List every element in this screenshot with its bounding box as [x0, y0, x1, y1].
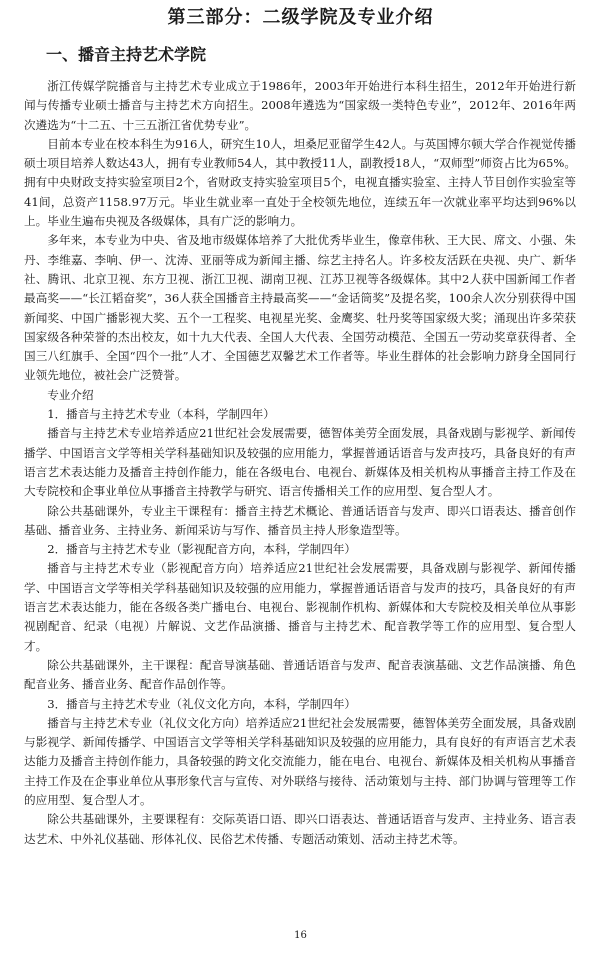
program-heading-2: 2．播音与主持艺术专业（影视配音方向，本科，学制四年） — [47, 542, 357, 557]
program-description-1: 播音与主持艺术专业培养适应21世纪社会发展需要，德智体美劳全面发展，具备戏剧与影视学、新闻传播学、中国语言文学等相关学科基础知识及较强的应用能力，掌握普通话语音与发声技巧，具备良好的有声语言艺术表达能力及播音主持创作能力，能在各级电台、电视台、新媒体及相关机构从事播音主持工作及在大专院校和企事业单位从事播音主持教学与研究、语言传播相关工作的应用型、复合型人才。 — [24, 426, 576, 499]
program-courses-3: 除公共基础课外，主要课程有：交际英语口语、即兴口语表达、普通话语音与发声、主持业务、语言表达艺术、中外礼仪基础、形体礼仪、民俗艺术传播、专题活动策划、活动主持艺术等。 — [24, 812, 576, 846]
program-heading-3: 3．播音与主持艺术专业（礼仪文化方向，本科，学制四年） — [47, 696, 357, 711]
paragraph-current-status: 目前本专业在校本科生为916人，研究生10人，坦桑尼亚留学生42人。与英国博尔顿大学合作视觉传播硕士项目培养人数达43人，拥有专业教师54人，其中教授11人，副教授18人，“双师型”师资占比为65%。拥有中央财政支持实验室项目2个，省财政支持实验室项目5个，电视直播实验室、主持人节目创作实验室等41间，总资产1158.97万元。毕业生就业率一直处于全校领先地位，连续五年一次就业率平均达到96%以上。毕业生遍布央视及各级媒体，具有广泛的影响力。 — [24, 136, 576, 229]
paragraph-history: 浙江传媒学院播音与主持艺术专业成立于1986年，2003年开始进行本科生招生，2012年开始进行新闻与传播专业硕士播音与主持艺术方向招生。2008年遴选为“国家级一类特色专业”，2012年、2016年两次遴选为“十二五、十三五浙江省优势专业”。 — [24, 79, 576, 132]
program-courses-2: 除公共基础课外，主干课程：配音导演基础、普通话语音与发声、配音表演基础、文艺作品演播、角色配音业务、播音业务、配音作品创作等。 — [24, 657, 576, 692]
paragraph-alumni: 多年来，本专业为中央、省及地市级媒体培养了大批优秀毕业生，像章伟秋、王大民、席文、小强、朱丹、李维嘉、李响、伊一、沈涛、亚丽等成为新闻主播、综艺主持名人。许多校友活跃在央视、央广、新华社、腾讯、北京卫视、东方卫视、浙江卫视、湖南卫视、江苏卫视等各级媒体。其中2人获中国新闻工作者最高奖——“长江韬奋奖”，36人获全国播音主持最高奖——“金话筒奖”及提名奖，100余人次分别获得中国新闻奖、中国广播影视大奖、五个一工程奖、电视星光奖、金鹰奖、牡丹奖等国家级大奖；涌现出许多荣获国家级各种荣誉的杰出校友，如十九大代表、全国人大代表、全国劳动模范、全国五一劳动奖章获得者、全国三八红旗手、全国“四个一批”人才、全国德艺双馨艺术工作者等。毕业生群体的社会影响力跻身全国同行业领先地位，被社会广泛赞誉。 — [24, 233, 576, 383]
page-title: 第三部分：二级学院及专业介绍 — [167, 7, 434, 28]
program-courses-1: 除公共基础课外，专业主干课程有：播音主持艺术概论、普通话语音与发声、即兴口语表达、播音创作基础、播音业务、主持业务、新闻采访与写作、播音员主持人形象造型等。 — [24, 503, 576, 537]
program-description-3: 播音与主持艺术专业（礼仪文化方向）培养适应21世纪社会发展需要，德智体美劳全面发展，具备戏剧与影视学、新闻传播学、中国语言文学等相关学科基础知识及较强的应用能力，具有良好的有声语言艺术表达能力及播音主持创作能力，具备较强的跨文化交流能力，能在电台、电视台、新媒体及相关机构从事播音主持工作及在企事业单位从事形象代言与宣传、对外联络与接待、活动策划与主持、部门协调与管理等工作的应用型、复合型人才。 — [24, 715, 576, 807]
section-heading: 一、播音主持艺术学院 — [46, 45, 207, 64]
body-text — [24, 77, 576, 849]
page-number: 16 — [294, 930, 307, 941]
program-description-2: 播音与主持艺术专业（影视配音方向）培养适应21世纪社会发展需要，具备戏剧与影视学、新闻传播学、中国语言文学等相关学科基础知识及较强的应用能力，掌握普通话语音与发声的技巧，具备良好的有声语言艺术表达能力，能在各级各类广播电台、电视台、影视制作机构、新媒体和大专院校及相关单位从事影视剧配音、纪录（电视）片解说、文艺作品演播、播音与主持艺术、配音教学等工作的应用型、复合型人才。 — [24, 561, 576, 653]
program-heading-1: 1．播音与主持艺术专业（本科，学制四年） — [47, 407, 275, 422]
subheading-program-intro: 专业介绍 — [47, 387, 94, 402]
